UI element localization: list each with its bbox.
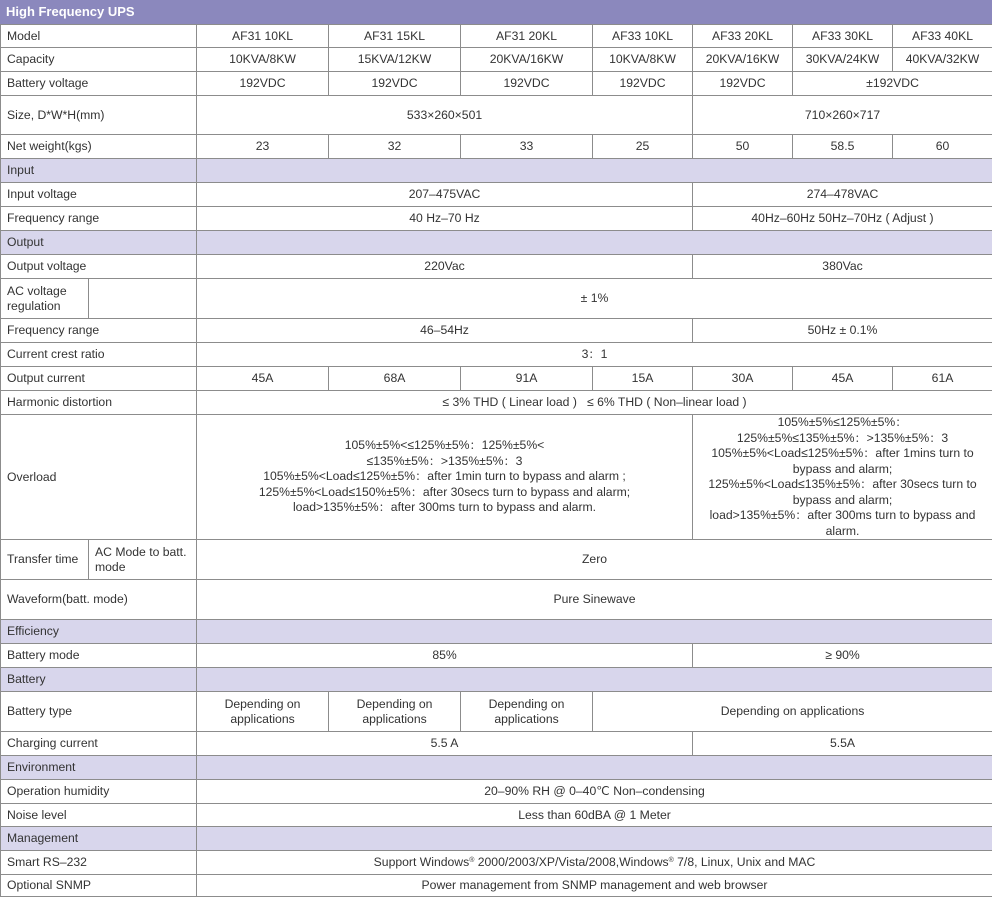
capacity-label: Capacity	[1, 48, 197, 72]
model-cell: AF31 20KL	[461, 25, 593, 48]
ac-regulation-blank	[89, 279, 197, 319]
ac-regulation-row	[1, 279, 992, 319]
ac-regulation-cell: ± 1%	[197, 279, 992, 319]
size-cell: 533×260×501	[197, 96, 693, 135]
snmp-row	[1, 875, 992, 897]
net-weight-cell: 58.5	[793, 135, 893, 159]
section-input-fill	[197, 159, 992, 183]
charging-current-label: Charging current	[1, 732, 197, 756]
registered-mark: ®	[469, 857, 474, 864]
model-cell: AF31 10KL	[197, 25, 329, 48]
section-environment-label: Environment	[1, 756, 197, 780]
output-current-row	[1, 367, 992, 391]
charging-current-row	[1, 732, 992, 756]
model-cell: AF33 20KL	[693, 25, 793, 48]
output-current-cell: 15A	[593, 367, 693, 391]
battery-type-label: Battery type	[1, 692, 197, 732]
ac-regulation-label: AC voltage regulation	[1, 279, 89, 319]
capacity-cell: 20KVA/16KW	[693, 48, 793, 72]
snmp-label: Optional SNMP	[1, 875, 197, 897]
net-weight-cell: 33	[461, 135, 593, 159]
crest-ratio-row	[1, 343, 992, 367]
capacity-cell: 15KVA/12KW	[329, 48, 461, 72]
output-current-label: Output current	[1, 367, 197, 391]
capacity-cell: 30KVA/24KW	[793, 48, 893, 72]
harmonic-cell: ≤ 3% THD ( Linear load ) ≤ 6% THD ( Non–linear load )	[197, 391, 992, 415]
charging-current-cell: 5.5A	[693, 732, 992, 756]
net-weight-cell: 60	[893, 135, 992, 159]
battery-type-cell: Depending on applications	[461, 692, 593, 732]
net-weight-cell: 23	[197, 135, 329, 159]
output-frequency-cell: 46–54Hz	[197, 319, 693, 343]
overload-left-line: ≤135%±5%：>135%±5%：3	[199, 454, 690, 470]
output-frequency-label: Frequency range	[1, 319, 197, 343]
overload-left-line: 105%±5%<Load≤125%±5%：after 1min turn to bypass and alarm ;	[199, 469, 690, 485]
humidity-label: Operation humidity	[1, 780, 197, 804]
input-voltage-label: Input voltage	[1, 183, 197, 207]
overload-right-line: 125%±5%≤135%±5%：>135%±5%：3	[695, 431, 990, 447]
net-weight-cell: 32	[329, 135, 461, 159]
rs232-text: 2000/2003/XP/Vista/2008,Windows	[474, 855, 668, 869]
crest-ratio-cell: 3：1	[197, 343, 992, 367]
model-row	[1, 25, 992, 48]
output-current-cell: 91A	[461, 367, 593, 391]
input-frequency-label: Frequency range	[1, 207, 197, 231]
transfer-time-label: Transfer time	[1, 540, 89, 580]
section-input-label: Input	[1, 159, 197, 183]
humidity-row	[1, 780, 992, 804]
net-weight-label: Net weight(kgs)	[1, 135, 197, 159]
output-voltage-row	[1, 255, 992, 279]
battery-voltage-row	[1, 72, 992, 96]
transfer-time-row	[1, 540, 992, 580]
output-frequency-row	[1, 319, 992, 343]
waveform-row	[1, 580, 992, 620]
net-weight-row	[1, 135, 992, 159]
section-input-row	[1, 159, 992, 183]
rs232-label: Smart RS–232	[1, 851, 197, 875]
overload-label: Overload	[1, 415, 197, 540]
overload-right-line: load>135%±5%：after 300ms turn to bypass and alarm.	[695, 508, 990, 539]
overload-right-cell	[693, 415, 992, 540]
humidity-cell: 20–90% RH @ 0–40℃ Non–condensing	[197, 780, 992, 804]
overload-left-line: 125%±5%<Load≤150%±5%：after 30secs turn to bypass and alarm;	[199, 485, 690, 501]
harmonic-row	[1, 391, 992, 415]
output-current-cell: 45A	[197, 367, 329, 391]
battery-voltage-cell: 192VDC	[197, 72, 329, 96]
section-management-label: Management	[1, 827, 197, 851]
output-current-cell: 68A	[329, 367, 461, 391]
output-frequency-cell: 50Hz ± 0.1%	[693, 319, 992, 343]
size-cell: 710×260×717	[693, 96, 992, 135]
battery-type-row	[1, 692, 992, 732]
model-cell: AF31 15KL	[329, 25, 461, 48]
noise-label: Noise level	[1, 804, 197, 827]
section-battery-row	[1, 668, 992, 692]
section-environment-row	[1, 756, 992, 780]
overload-left-line: 105%±5%<≤125%±5%：125%±5%<	[199, 438, 690, 454]
section-management-row	[1, 827, 992, 851]
rs232-text: 7/8, Linux, Unix and MAC	[674, 855, 816, 869]
size-row	[1, 96, 992, 135]
battery-mode-cell: ≥ 90%	[693, 644, 992, 668]
charging-current-cell: 5.5 A	[197, 732, 693, 756]
table-title: High Frequency UPS	[0, 0, 992, 24]
overload-row	[1, 415, 992, 540]
transfer-time-sublabel: AC Mode to batt. mode	[89, 540, 197, 580]
capacity-cell: 10KVA/8KW	[593, 48, 693, 72]
model-cell: AF33 30KL	[793, 25, 893, 48]
battery-mode-cell: 85%	[197, 644, 693, 668]
battery-voltage-label: Battery voltage	[1, 72, 197, 96]
output-current-cell: 45A	[793, 367, 893, 391]
capacity-cell: 40KVA/32KW	[893, 48, 992, 72]
capacity-cell: 20KVA/16KW	[461, 48, 593, 72]
output-voltage-cell: 380Vac	[693, 255, 992, 279]
waveform-label: Waveform(batt. mode)	[1, 580, 197, 620]
capacity-cell: 10KVA/8KW	[197, 48, 329, 72]
input-voltage-row	[1, 183, 992, 207]
noise-cell: Less than 60dBA @ 1 Meter	[197, 804, 992, 827]
overload-right-line: 105%±5%<Load≤125%±5%：after 1mins turn to bypass and alarm;	[695, 446, 990, 477]
harmonic-label: Harmonic distortion	[1, 391, 197, 415]
battery-mode-row	[1, 644, 992, 668]
registered-mark: ®	[669, 857, 674, 864]
rs232-cell	[197, 851, 992, 875]
battery-type-cell: Depending on applications	[593, 692, 992, 732]
battery-type-cell: Depending on applications	[197, 692, 329, 732]
section-efficiency-row	[1, 620, 992, 644]
output-current-cell: 30A	[693, 367, 793, 391]
rs232-row	[1, 851, 992, 875]
output-voltage-label: Output voltage	[1, 255, 197, 279]
section-battery-fill	[197, 668, 992, 692]
battery-mode-label: Battery mode	[1, 644, 197, 668]
transfer-time-cell: Zero	[197, 540, 992, 580]
noise-row	[1, 804, 992, 827]
overload-right-line: 125%±5%<Load≤135%±5%：after 30secs turn to bypass and alarm;	[695, 477, 990, 508]
net-weight-cell: 25	[593, 135, 693, 159]
crest-ratio-label: Current crest ratio	[1, 343, 197, 367]
input-frequency-cell: 40 Hz–70 Hz	[197, 207, 693, 231]
section-environment-fill	[197, 756, 992, 780]
section-output-label: Output	[1, 231, 197, 255]
rs232-text: Support Windows	[374, 855, 470, 869]
input-voltage-cell: 207–475VAC	[197, 183, 693, 207]
overload-right-line: 105%±5%≤125%±5%：	[695, 415, 990, 431]
net-weight-cell: 50	[693, 135, 793, 159]
battery-voltage-cell: ±192VDC	[793, 72, 992, 96]
section-output-fill	[197, 231, 992, 255]
overload-left-line: load>135%±5%：after 300ms turn to bypass and alarm.	[199, 500, 690, 516]
model-label: Model	[1, 25, 197, 48]
output-voltage-cell: 220Vac	[197, 255, 693, 279]
size-label: Size, D*W*H(mm)	[1, 96, 197, 135]
battery-voltage-cell: 192VDC	[329, 72, 461, 96]
battery-voltage-cell: 192VDC	[461, 72, 593, 96]
capacity-row	[1, 48, 992, 72]
input-frequency-row	[1, 207, 992, 231]
section-battery-label: Battery	[1, 668, 197, 692]
input-voltage-cell: 274–478VAC	[693, 183, 992, 207]
battery-voltage-cell: 192VDC	[593, 72, 693, 96]
model-cell: AF33 10KL	[593, 25, 693, 48]
section-output-row	[1, 231, 992, 255]
model-cell: AF33 40KL	[893, 25, 992, 48]
waveform-cell: Pure Sinewave	[197, 580, 992, 620]
section-efficiency-label: Efficiency	[1, 620, 197, 644]
section-management-fill	[197, 827, 992, 851]
spec-table	[0, 24, 992, 897]
battery-voltage-cell: 192VDC	[693, 72, 793, 96]
input-frequency-cell: 40Hz–60Hz 50Hz–70Hz ( Adjust )	[693, 207, 992, 231]
output-current-cell: 61A	[893, 367, 992, 391]
battery-type-cell: Depending on applications	[329, 692, 461, 732]
overload-left-cell	[197, 415, 693, 540]
section-efficiency-fill	[197, 620, 992, 644]
snmp-cell: Power management from SNMP management and web browser	[197, 875, 992, 897]
